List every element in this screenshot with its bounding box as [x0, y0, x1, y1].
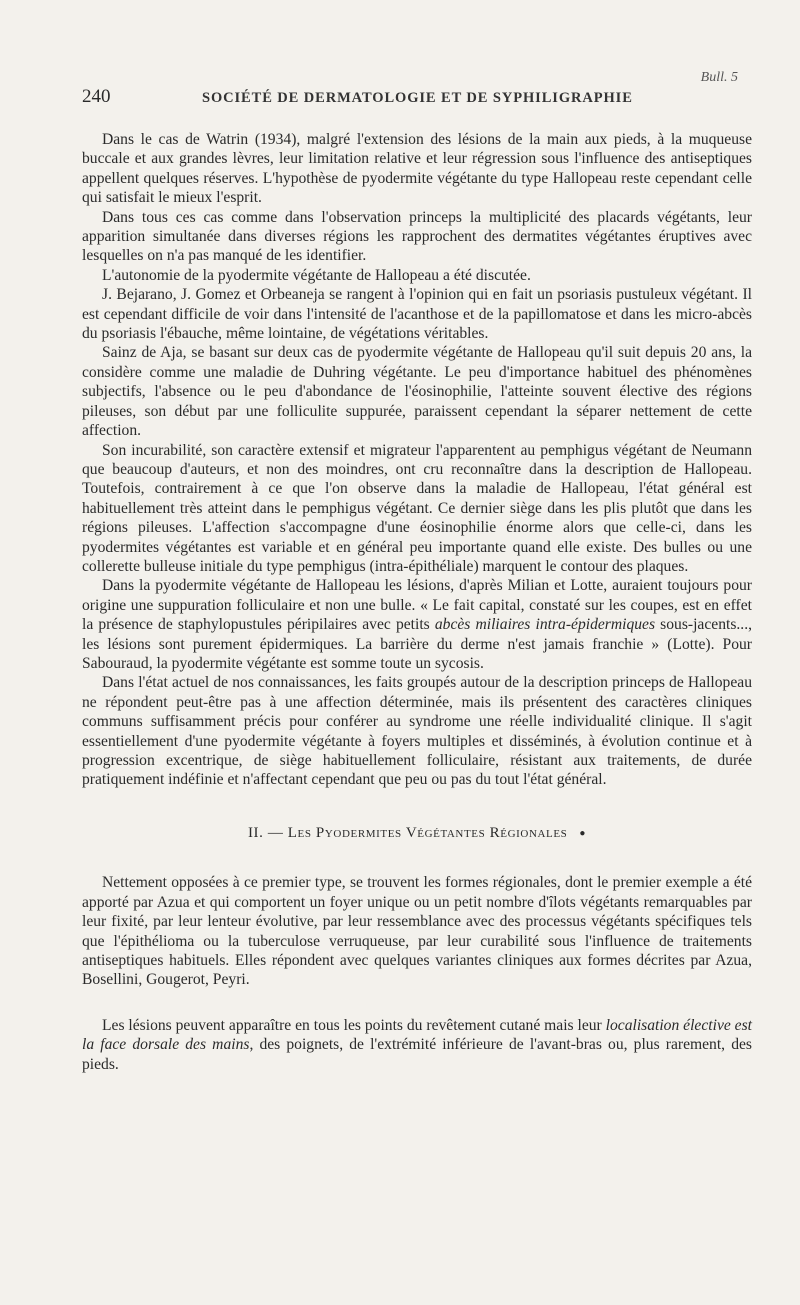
paragraph: J. Bejarano, J. Gomez et Orbeaneja se rangent à l'opinion qui en fait un psoriasis pustuleux végétant. Il est cependant difficile de voir dans l'intensité de l'acanthose et de la papillomatose et dans les micro-abcès du psoriasis l'ébauche, même lointaine, de végétations véritables. [82, 286, 752, 343]
italic-phrase: abcès miliaires intra-épidermiques [434, 616, 656, 634]
paragraph: Sainz de Aja, se basant sur deux cas de pyodermite végétante de Hallopeau qu'il suit depuis 20 ans, la considère comme une maladie de Duhring végétante. Le peu d'importance habituel des phénomènes subjectifs, l'absence ou le peu d'abondance de l'éosinophilie, l'atteinte souvent élective des régions pileuses, son début par une folliculite suppurée, paraissent cependant la séparer nettement de cette affection. [82, 344, 752, 440]
paragraph: L'autonomie de la pyodermite végétante de Hallopeau a été discutée. [102, 266, 531, 284]
paragraph: Dans le cas de Watrin (1934), malgré l'extension des lésions de la main aux pieds, à la muqueuse buccale et aux grandes lèvres, leur limitation relative et leur régression sous l'influence des antiseptiques appellent quelques réserves. L'hypothèse de pyodermite végétante du type Hallopeau reste cependant celle qui satisfait le mieux l'esprit. [82, 131, 752, 207]
ink-dot-icon: ● [579, 827, 587, 839]
paragraph-text: Les lésions peuvent apparaître en tous les points du revêtement cutané mais leur [102, 1016, 606, 1034]
spacer [82, 990, 752, 1016]
running-title: SOCIÉTÉ DE DERMATOLOGIE ET DE SYPHILIGRAPHIE [202, 90, 633, 106]
italic-phrase: localisation élective est la face dorsale des mains [82, 1016, 753, 1054]
page-header [82, 86, 750, 108]
section-heading-text: II. — Les Pyodermites Végétantes Régionales [247, 824, 568, 841]
section-heading [82, 824, 752, 844]
handwritten-note: Bull. 5 [700, 70, 738, 85]
paragraph: Nettement opposées à ce premier type, se trouvent les formes régionales, dont le premier exemple a été apporté par Azua et qui comportent un foyer unique ou un petit nombre d'îlots végétants remarquables par leur fixité, par leur lenteur évolutive, par leur ressemblance avec des processus végétants spécifiques tels que l'épithélioma ou la tuberculose verruqueuse, par leur curabilité sous l'influence de traitements antiseptiques habituels. Elles répondent avec quelques variantes cliniques aux formes décrites par Azua, Bosellini, Gougerot, Peyri. [82, 874, 752, 989]
paragraph [82, 1016, 752, 1074]
body-text [82, 130, 752, 1074]
paragraph-text: Dans la pyodermite végétante de Hallopeau les lésions, d'après Milian et Lotte, auraient toujours pour origine une suppuration folliculaire et non une bulle. « Le fait capital, constaté sur les coupes, est en effet la présence de staphylopustules péripilaires avec petits [82, 577, 752, 634]
paragraph: Dans l'état actuel de nos connaissances, les faits groupés autour de la description princeps de Hallopeau ne répondent peut-être pas à une affection déterminée, mais ils présentent des caractères cliniques communs suffisamment précis pour conférer au syndrome une réelle individualité clinique. Il s'agit essentiellement d'une pyodermite végétante à foyers multiples et disséminés, à évolution continue et à progression excentrique, de siège habituellement folliculaire, résistant aux traitements, de durée pratiquement indéfinie et n'affectant cependant que peu ou pas du tout l'état général. [82, 674, 752, 789]
paragraph [82, 576, 752, 673]
paragraph-text: sous-jacents..., les lésions sont purement épidermiques. La barrière du derme n'est jamais franchie » (Lotte). Pour Sabouraud, la pyodermite végétante est somme toute un sycosis. [82, 616, 752, 672]
paragraph: Dans tous ces cas comme dans l'observation princeps la multiplicité des placards végétants, leur apparition simultanée dans diverses régions les rapprochent des dermatites végétantes éruptives avec lesquelles on n'a pas manqué de les identifier. [82, 208, 752, 265]
paragraph: Son incurabilité, son caractère extensif et migrateur l'apparentent au pemphigus végétant de Neumann que beaucoup d'auteurs, et non des moindres, ont cru reconnaître dans la description de Hallopeau. Toutefois, contrairement à ce que l'on observe dans la maladie de Hallopeau, l'état général est habituellement très atteint dans le pemphigus végétant. Ce dernier siège dans les plis plutôt que dans les régions pileuses. L'affection s'accompagne d'une éosinophilie énorme alors que celle-ci, dans les pyodermites végétantes est variable et en général peu importante quand elle existe. Des bulles ou une collerette bulleuse initiale du type pemphigus (intra-épithéliale) marquent le contour des plaques. [82, 441, 752, 575]
page-number: 240 [82, 86, 111, 107]
paragraph-text: , des poignets, de l'extrémité inférieure de l'avant-bras ou, plus rarement, des pieds. [82, 1036, 752, 1073]
